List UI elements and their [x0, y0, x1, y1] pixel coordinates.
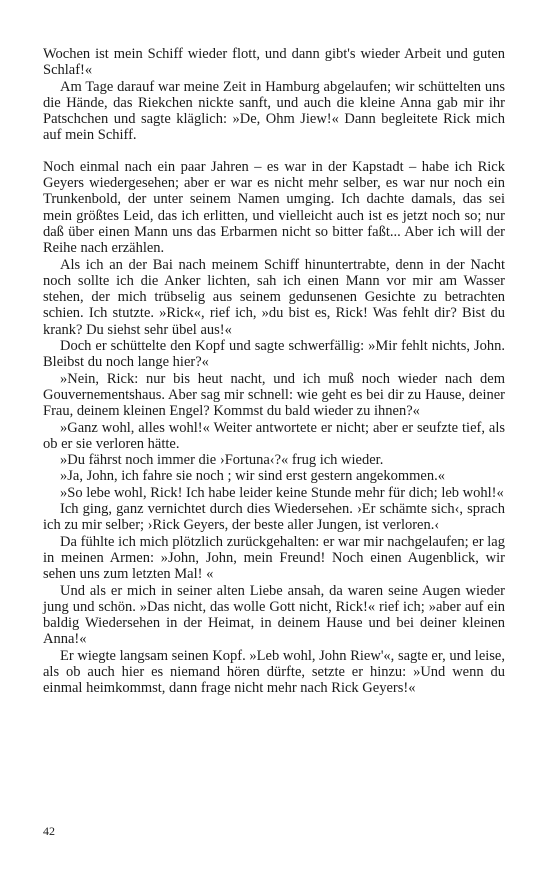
paragraph-13: Und als er mich in seiner alten Liebe ansah, da waren seine Augen wieder jung und schön. »Das nicht, das wolle Gott nicht, Rick!« rief ich; »aber auf ein baldig Wiedersehen in der Heimat, in deinem Hause und bei deiner kleinen Anna!« — [43, 582, 505, 648]
paragraph-1: Wochen ist mein Schiff wieder flott, und dann gibt's wieder Arbeit und guten Schlaf!« — [43, 46, 505, 79]
paragraph-14: Er wiegte langsam seinen Kopf. »Leb wohl, John Riew'«, sagte er, und leise, als ob auch hier es niemand hören dürfte, setzte er hinzu: »Und wenn du einmal heimkommst, dann frage nicht mehr nach Rick Geyers!« — [43, 647, 505, 697]
paragraph-8: »Du fährst noch immer die ›Fortuna‹?« frug ich wieder. — [60, 452, 384, 469]
paragraph-11: Ich ging, ganz vernichtet durch dies Wiedersehen. ›Er schämte sich‹, sprach ich zu mir selber; ›Rick Geyers, der beste aller Jungen, ist verloren.‹ — [43, 501, 505, 534]
paragraph-2: Am Tage darauf war meine Zeit in Hamburg abgelaufen; wir schüttelten uns die Hände, das Riekchen nickte sanft, und auch die kleine Anna gab mir ihr Patschchen und sagte kläglich: »De, Ohm Jiew!« Dann begleitete Rick mich auf mein Schiff. — [43, 78, 505, 144]
paragraph-5: Doch er schüttelte den Kopf und sagte schwerfällig: »Mir fehlt nichts, John. Bleibst du noch lange hier?« — [43, 338, 505, 371]
paragraph-6: »Nein, Rick: nur bis heut nacht, und ich muß noch wieder nach dem Gouvernementshaus. Aber sag mir schnell: wie geht es bei dir zu Hause, deiner Frau, deinem kleinen Engel? Kommst du bald wieder zu ihnen?« — [43, 370, 505, 420]
paragraph-12: Da fühlte ich mich plötzlich zurückgehalten: er war mir nachgelaufen; er lag in meinen Armen: »John, John, mein Freund! Noch einen Augenblick, wir sehen uns zum letzten Mal! « — [43, 533, 505, 583]
paragraph-4: Als ich an der Bai nach meinem Schiff hinuntertrabte, denn in der Nacht noch sollte ich die Anker lichten, sah ich einen Mann vor mir am Wasser stehen, der mich trübselig aus seinem gedunsenen Gesichte zu betrachten schien. Ich stutzte. »Rick«, rief ich, »du bist es, Rick! Was fehlt dir? Bist du krank? Du siehst sehr übel aus!« — [43, 256, 505, 338]
page-number: 42 — [43, 824, 55, 838]
book-page-text — [43, 46, 505, 697]
paragraph-10: »So lebe wohl, Rick! Ich habe leider keine Stunde mehr für dich; leb wohl!« — [60, 484, 504, 501]
paragraph-9: »Ja, John, ich fahre sie noch ; wir sind erst gestern angekommen.« — [60, 468, 445, 485]
paragraph-3: Noch einmal nach ein paar Jahren – es war in der Kapstadt – habe ich Rick Geyers wiedergesehen; aber er war es nicht mehr selber, es war nur noch ein Trunkenbold, der unter seinem Namen umging. Ich dachte damals, das sei mein größtes Leid, das ich erlitten, und vielleicht auch ist es jetzt noch so; nur daß über einen Mann uns das Erbarmen nicht so bitter faßt... Aber ich will der Reihe nach erzählen. — [43, 158, 505, 257]
paragraph-7: »Ganz wohl, alles wohl!« Weiter antwortete er nicht; aber er seufzte tief, als ob er sie verloren hätte. — [43, 419, 505, 452]
